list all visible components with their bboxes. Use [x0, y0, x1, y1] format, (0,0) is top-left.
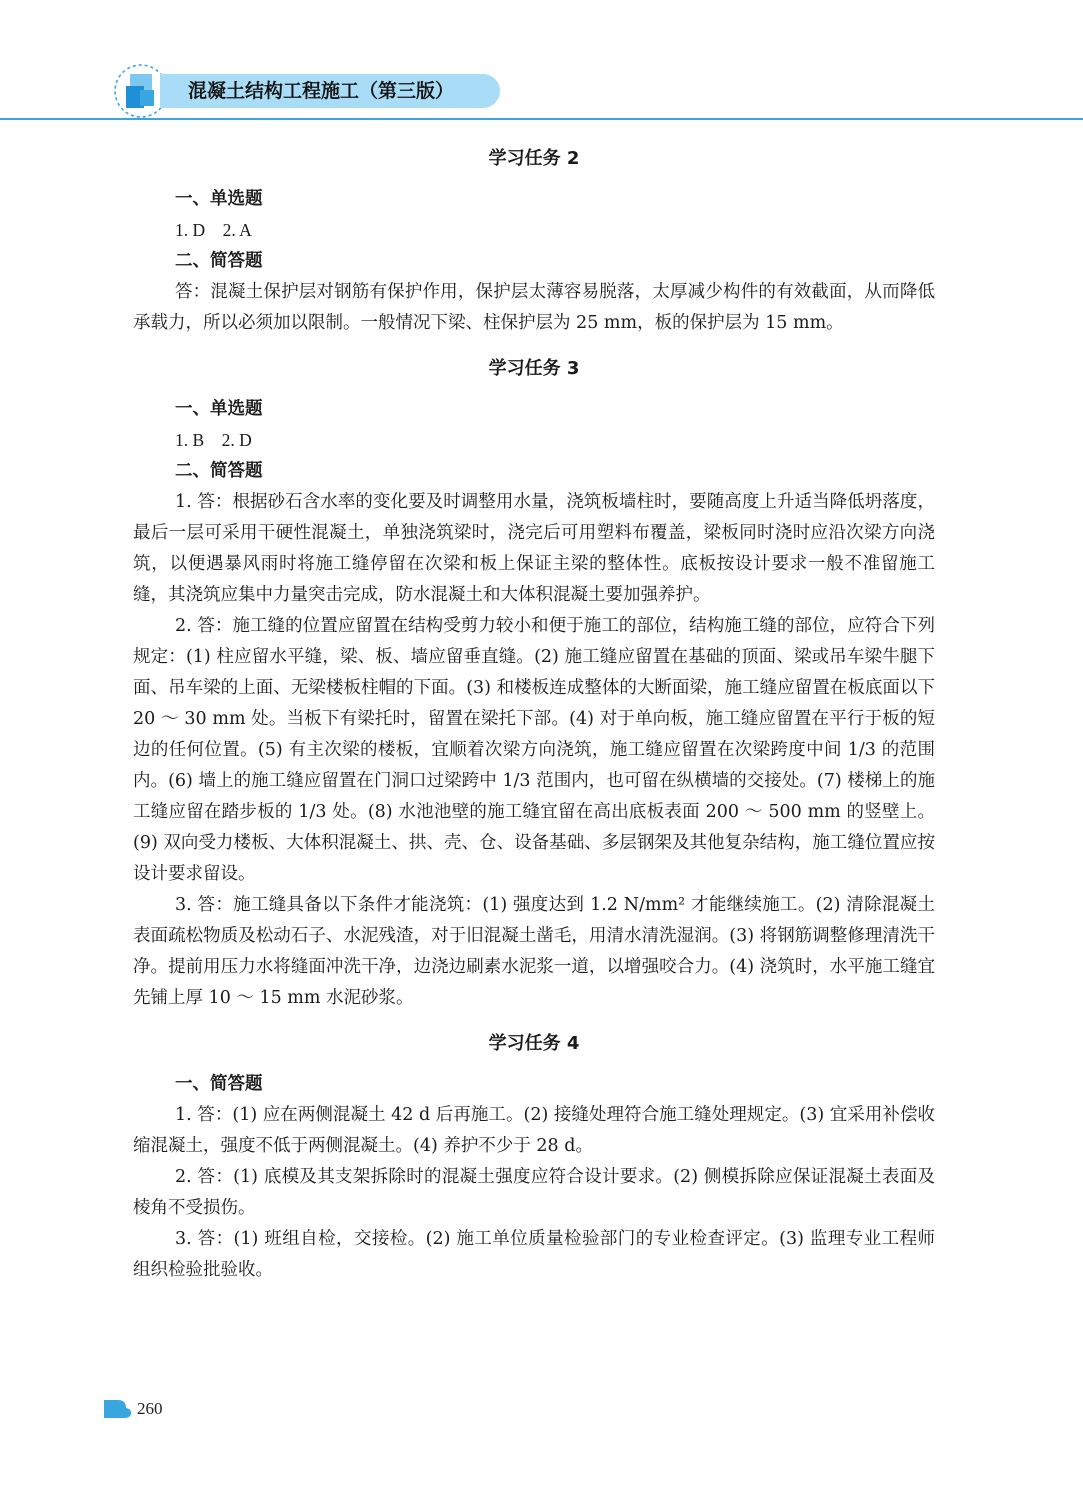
section-heading: 二、简答题: [175, 251, 263, 271]
section-heading: 一、单选题: [175, 399, 263, 419]
page-number: 260: [137, 1399, 163, 1418]
answer-paragraph: 3. 答：(1) 班组自检，交接检。(2) 施工单位质量检验部门的专业检查评定。(3) 监理专业工程师组织检验批验收。: [133, 1229, 935, 1280]
task-title: 学习任务 3: [488, 358, 580, 379]
page-content: [133, 140, 935, 1286]
answer-paragraph: 1. 答：(1) 应在两侧混凝土 42 d 后再施工。(2) 接缝处理符合施工缝处理规定。(3) 宜采用补偿收缩混凝土，强度不低于两侧混凝土。(4) 养护不少于 28 d。: [133, 1105, 935, 1156]
answer-paragraph: 3. 答：施工缝具备以下条件才能浇筑：(1) 强度达到 1.2 N/mm² 才能继续施工。(2) 清除混凝土表面疏松物质及松动石子、水泥残渣，对于旧混凝土凿毛，用清水清洗湿润。(3) 将钢筋调整修理清洗干净。提前用压力水将缝面冲洗干净，边浇边刷素水泥浆一道，以增强咬合力。(4) 浇筑时，水平施工缝宜先铺上厚 10 ～ 15 mm 水泥砂浆。: [133, 895, 935, 1008]
header-divider: [0, 118, 1083, 120]
section-heading: 一、单选题: [175, 189, 263, 209]
choice-answers: 1. D 2. A: [175, 220, 252, 240]
task-title: 学习任务 4: [488, 1033, 580, 1054]
section-heading: 二、简答题: [175, 461, 263, 481]
choice-answers: 1. B 2. D: [175, 430, 252, 450]
cloud-tab-icon: [102, 1398, 132, 1420]
task-title: 学习任务 2: [488, 148, 580, 169]
section-heading: 一、简答题: [175, 1074, 263, 1094]
answer-paragraph: 1. 答：根据砂石含水率的变化要及时调整用水量，浇筑板墙柱时，要随高度上升适当降低坍落度，最后一层可采用干硬性混凝土，单独浇筑梁时，浇完后可用塑料布覆盖，梁板同时浇时应沿次梁方向浇筑，以便遇暴风雨时将施工缝停留在次梁和板上保证主梁的整体性。底板按设计要求一般不准留施工缝，其浇筑应集中力量突击完成，防水混凝土和大体积混凝土要加强养护。: [133, 492, 935, 605]
page-header: [0, 0, 1083, 130]
answer-paragraph: 2. 答：施工缝的位置应留置在结构受剪力较小和便于施工的部位，结构施工缝的部位，应符合下列规定：(1) 柱应留水平缝，梁、板、墙应留垂直缝。(2) 施工缝应留置在基础的顶面、梁或吊车梁牛腿下面、吊车梁的上面、无梁楼板柱帽的下面。(3) 和楼板连成整体的大断面梁，施工缝应留置在板底面以下 20 ～ 30 mm 处。当板下有梁托时，留置在梁托下部。(4) 对于单向板，施工缝应留置在平行于板的短边的任何位置。(5) 有主次梁的楼板，宜顺着次梁方向浇筑，施工缝应留置在次梁跨度中间 1/3 的范围内。(6) 墙上的施工缝应留置在门洞口过梁跨中 1/3 范围内，也可留在纵横墙的交接处。(7) 楼梯上的施工缝应留在踏步板的 1/3 处。(8) 水池池壁的施工缝宜留在高出底板表面 200 ～ 500 mm 的竖壁上。(9) 双向受力楼板、大体积混凝土、拱、壳、仓、设备基础、多层钢架及其他复杂结构，施工缝位置应按设计要求留设。: [133, 616, 935, 884]
book-title: 混凝土结构工程施工（第三版）: [188, 80, 455, 102]
answer-paragraph: 答：混凝土保护层对钢筋有保护作用，保护层太薄容易脱落，太厚减少构件的有效截面，从而降低承载力，所以必须加以限制。一般情况下梁、柱保护层为 25 mm，板的保护层为 15 mm。: [133, 282, 935, 333]
answer-paragraph: 2. 答：(1) 底模及其支架拆除时的混凝土强度应符合设计要求。(2) 侧模拆除应保证混凝土表面及棱角不受损伤。: [133, 1167, 935, 1218]
